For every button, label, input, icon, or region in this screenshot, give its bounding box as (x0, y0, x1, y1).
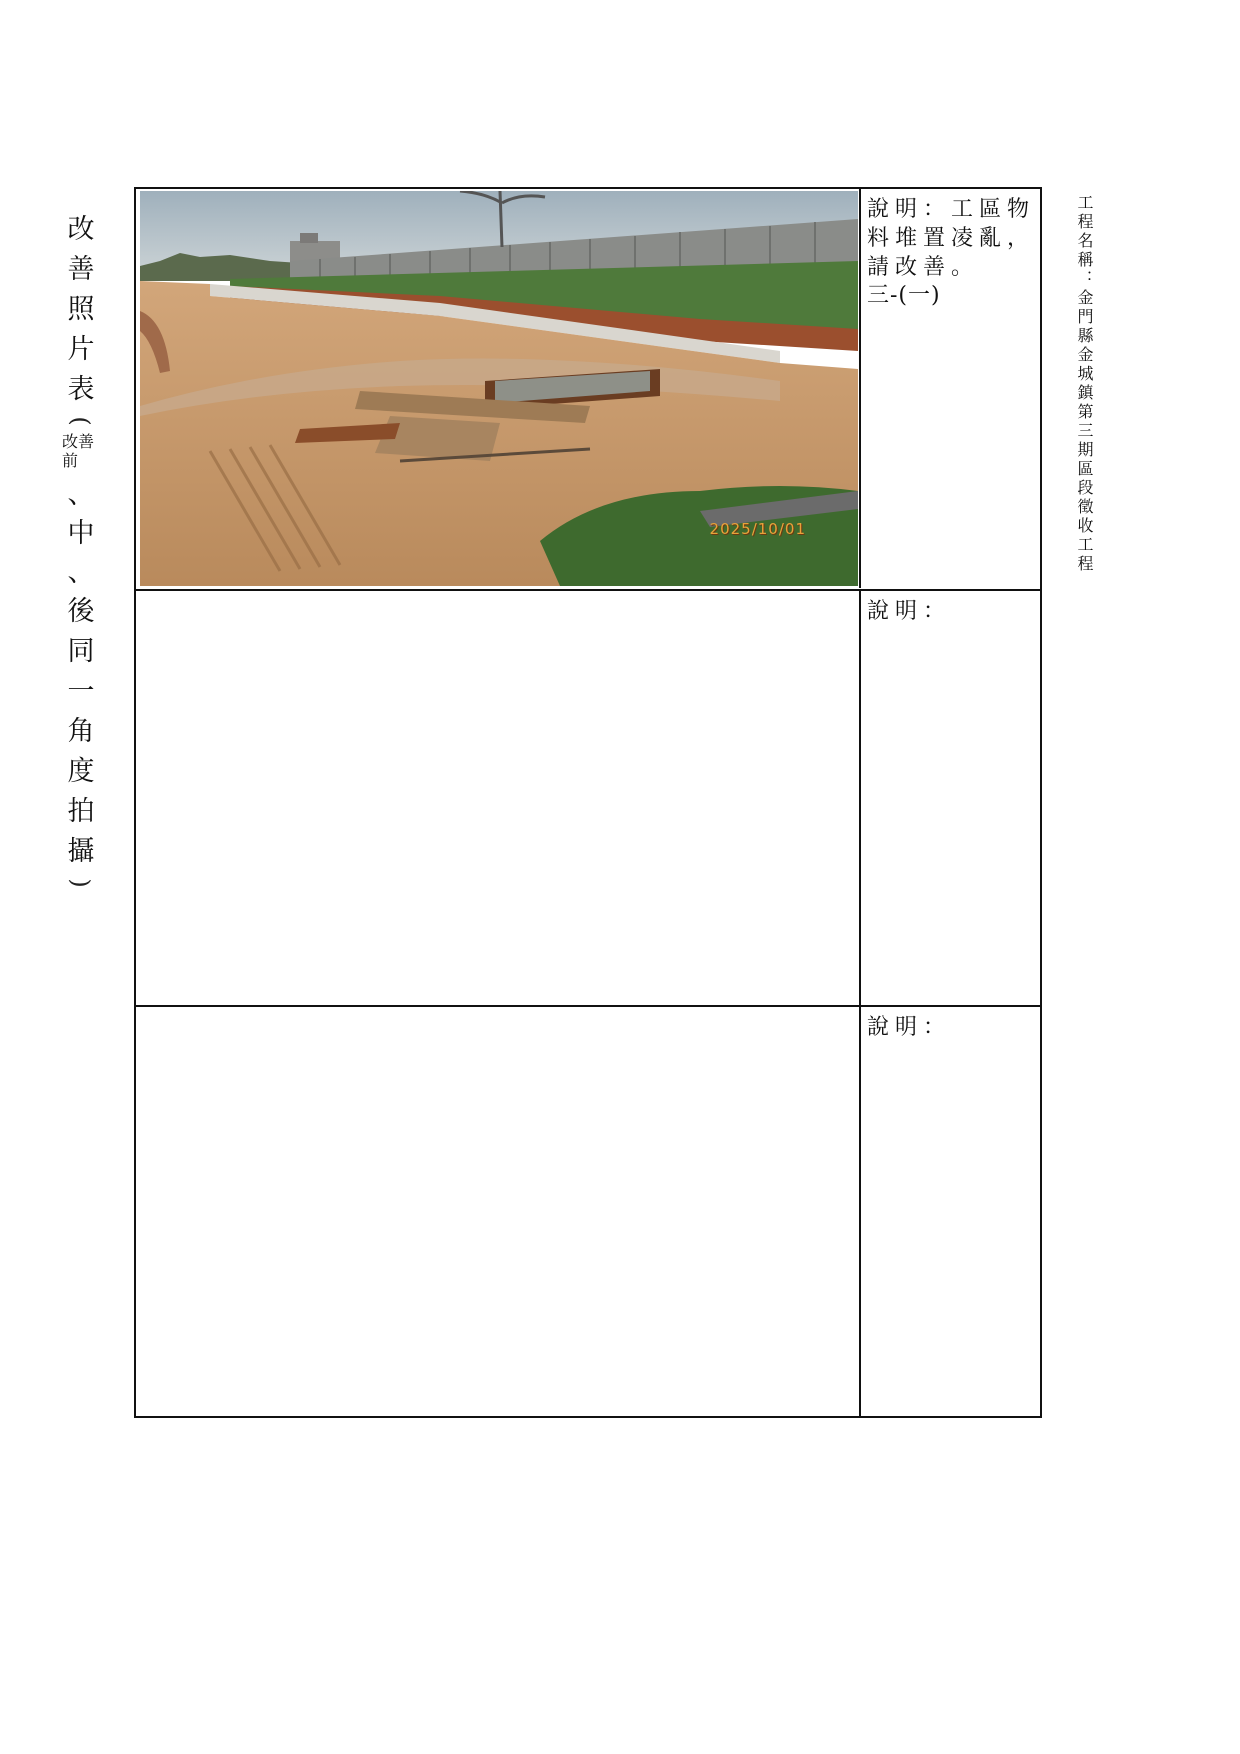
title-char: 攝 (67, 836, 95, 867)
title-char: 改 (67, 214, 95, 245)
title-char: 片 (67, 334, 95, 365)
title-char: 、 (67, 557, 95, 588)
description-cell (861, 189, 1040, 588)
description-text: 說明：工區物料堆置凌亂，請改善。 (867, 197, 1036, 280)
title-char: 、 (67, 479, 95, 510)
title-char: 後 (67, 596, 95, 627)
title-char: 照 (67, 294, 95, 325)
site-photo (140, 191, 858, 586)
table-row (136, 1005, 1040, 1418)
title-char: 表 (67, 374, 95, 405)
title-char: 拍 (67, 796, 95, 827)
description-cell (861, 591, 1040, 1005)
close-paren-icon: ) (67, 878, 95, 888)
description-text: 說明： (867, 1015, 952, 1040)
title-char: 中 (67, 518, 95, 549)
title-small-note: 改善前 (62, 432, 95, 470)
table-row (136, 589, 1040, 1005)
description-cell (861, 1007, 1040, 1418)
photo-date-stamp: 2025/10/01 (709, 520, 806, 538)
sheet-title (56, 210, 106, 894)
project-name: 工程名稱：金門縣金城鎮第三期區段徵收工程 (1075, 194, 1094, 574)
photo-table (134, 187, 1042, 1418)
photo-cell-empty (136, 591, 861, 1005)
reference-number: 三-(一) (867, 283, 941, 308)
photo-cell (136, 189, 861, 588)
description-text: 說明： (867, 599, 952, 624)
title-char: 善 (67, 254, 95, 285)
table-row (136, 189, 1040, 588)
title-char: 一 (67, 676, 95, 707)
title-char: 同 (67, 636, 95, 667)
photo-cell-empty (136, 1007, 861, 1418)
title-char: 度 (67, 756, 95, 787)
open-paren-icon: ( (67, 416, 95, 426)
title-char: 角 (67, 716, 95, 747)
